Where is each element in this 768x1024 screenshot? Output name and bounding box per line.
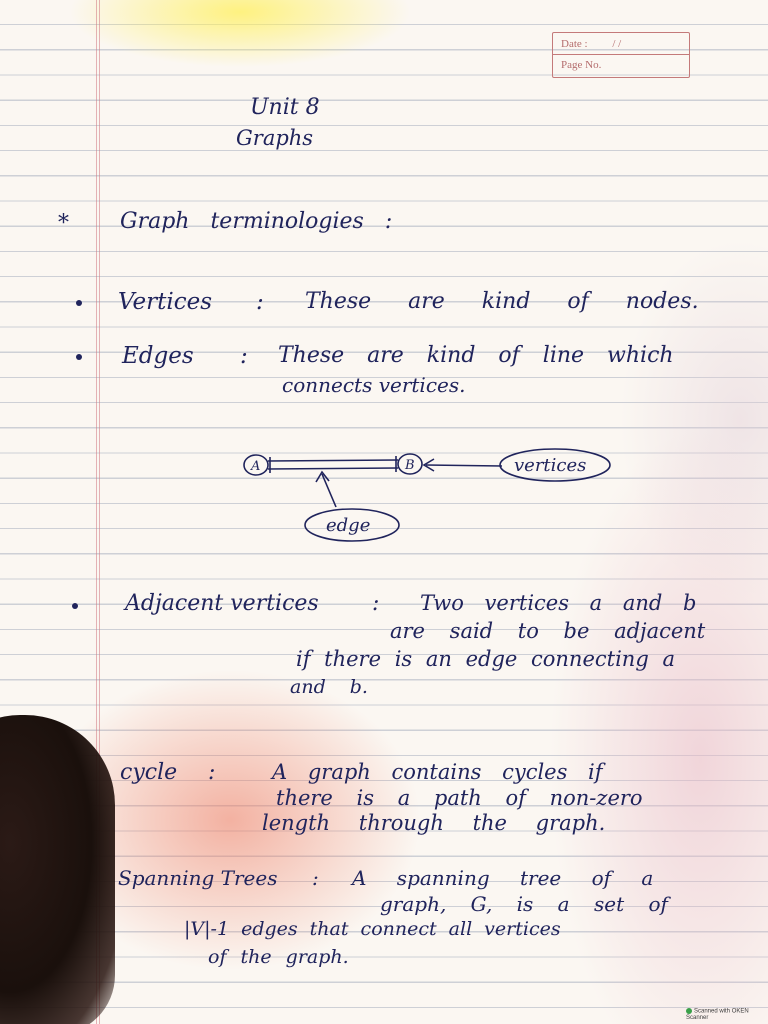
definition-line: are said to be adjacent [390, 619, 706, 643]
term-separator: : [312, 866, 319, 890]
definition-line: A spanning tree of a [352, 866, 654, 890]
vertices-label: vertices [514, 455, 587, 476]
date-value: / / [612, 38, 622, 50]
date-box-divider [553, 54, 689, 55]
term-cycle: cycle [120, 760, 178, 785]
vertices-pointer-arrow [426, 465, 502, 466]
term-edges: Edges [122, 343, 194, 369]
definition-line: A graph contains cycles if [272, 760, 603, 784]
date-field [561, 38, 621, 50]
term-separator: : [256, 289, 264, 315]
definition-line: graph, G, is a set of [380, 892, 668, 916]
term-separator: : [372, 591, 380, 616]
edge-line-bottom [268, 468, 398, 469]
definition-line: These are kind of line which [278, 343, 674, 368]
term-spanning-trees: Spanning Trees [118, 866, 278, 890]
edge-label: edge [326, 515, 371, 536]
bullet-dot [72, 603, 78, 609]
unit-title: Unit 8 [250, 95, 320, 120]
definition-line: |V|-1 edges that connect all vertices [184, 918, 561, 940]
definition-line: connects vertices. [282, 373, 466, 397]
thumb-shadow [0, 715, 115, 1024]
scanner-watermark [686, 1008, 768, 1021]
bullet-dot [76, 354, 82, 360]
scanner-logo-icon [686, 1008, 692, 1014]
term-separator: : [208, 760, 216, 785]
page-number-label: Page No. [561, 59, 602, 71]
definition-line: These are kind of nodes. [305, 289, 699, 314]
graph-diagram [230, 440, 630, 550]
term-separator: : [240, 343, 248, 369]
vertex-b-label: B [405, 458, 415, 473]
definition-line: length through the graph. [262, 811, 606, 835]
definition-line: there is a path of non-zero [276, 786, 643, 810]
vertex-a-label: A [251, 459, 261, 474]
scanner-text: Scanned with OKEN Scanner [686, 1008, 749, 1021]
heading-marker: * [58, 211, 69, 236]
definition-line: of the graph. [208, 946, 349, 968]
section-heading: Graph terminologies : [120, 209, 393, 234]
definition-line: and b. [290, 676, 368, 698]
date-label: Date : [561, 38, 588, 50]
edge-line-top [268, 460, 398, 461]
edge-pointer-arrow [322, 474, 336, 507]
term-adjacent-vertices: Adjacent vertices [125, 591, 319, 616]
bullet-dot [76, 300, 82, 306]
definition-line: Two vertices a and b [420, 591, 697, 615]
topic-title: Graphs [236, 126, 314, 150]
term-vertices: Vertices [118, 289, 212, 315]
date-page-box [552, 32, 690, 78]
definition-line: if there is an edge connecting a [296, 647, 675, 671]
